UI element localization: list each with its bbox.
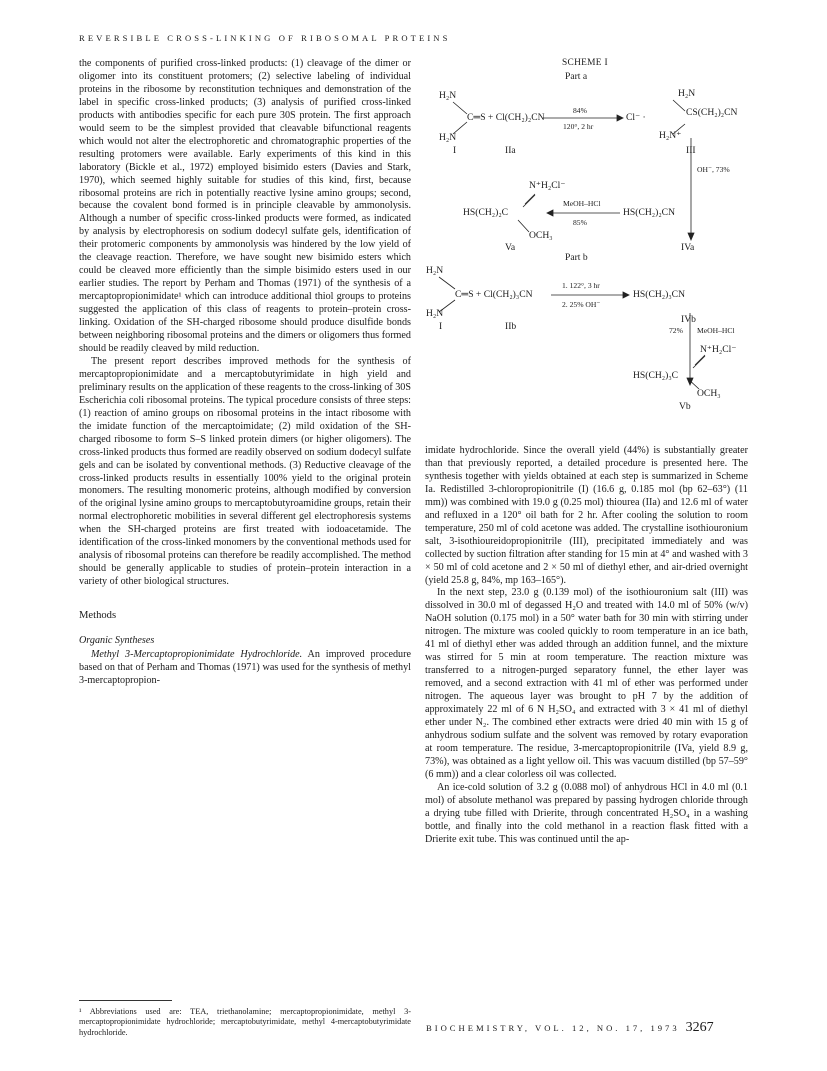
product-va-methoxy: OCH₃ xyxy=(529,230,553,241)
reaction-b-condition-1: 1. 122°, 3 hr xyxy=(562,281,600,290)
scheme-part-a: Part a xyxy=(565,71,588,82)
label-i-b: I xyxy=(439,321,443,332)
organic-syntheses-heading: Organic Syntheses xyxy=(79,635,155,647)
left-paragraph-3-body: An improved procedure based on that of Perham and Thomas (1971) was used for the synthesis of methyl 3-mercaptopropion- xyxy=(79,648,411,686)
methods-heading: Methods xyxy=(79,610,117,622)
product-vb-top: N⁺H₂Cl⁻ xyxy=(700,344,737,355)
product-iii-top: H₂N xyxy=(678,88,696,99)
chloride-counterion: Cl⁻ · xyxy=(626,112,646,123)
right-column xyxy=(425,445,748,847)
reaction-a-conditions: 120°, 2 hr xyxy=(563,122,594,131)
product-iii-chain: CS(CH₂)₂CN xyxy=(686,107,738,118)
left-paragraph-2: The present report describes improved methods for the synthesis of mercaptopropionimidate and a mercaptobutyrimidate in high yield and preliminary results on the application of these reagents to the cross-linking of 30S Escherichia coli ribosomal proteins. The typical procedure consists of three steps: (1) reaction of amino groups on ribosomal proteins in the intact ribosome with the imidate function of the mercaptoimidate; (2) mild oxidation of the SH-charged ribosome to form S–S linked protein dimers (or higher oligomers). The cross-linked products thus formed are readily observed on sodium dodecyl sulfate gels and can be isolated by conventional methods. (3) Reductive cleavage of the cross-linked products results in essentially 100% yield to the original protein monomers. The resulting monomeric proteins, although modified by conversion of the original lysine amino groups to mercaptobutyroamidine groups, retain their normal electrophoretic mobilities in several different gel electrophoresis systems when the SH-charged proteins are first treated with iodoacetamide. The identification of the cross-linked monomers by the conventional methods used for analysis of ribosomal proteins can therefore be readily accomplished. The method should be generally applicable to studies of protein–protein interaction in a variety of other biological structures. xyxy=(79,355,411,588)
journal-citation: BIOCHEMISTRY, VOL. 12, NO. 17, 1973 xyxy=(426,1023,680,1033)
scheme-title: SCHEME I xyxy=(562,58,608,68)
reaction-b-methanolysis: MeOH–HCl xyxy=(697,326,735,335)
label-iia: IIa xyxy=(505,145,516,156)
right-paragraph-2: In the next step, 23.0 g (0.139 mol) of the isothiouronium salt (III) was dissolved in 30.0 ml of degassed H₂O and treated with 14.0 ml of 50% (w/v) NaOH solution (0.175 mol) in a 50° water bath for 30 min with stirring under nitrogen. The mixture was cooled quickly to room temperature in an ice bath, 41 ml of diethyl ether was added through an addition funnel, and the mixture was stirred for 5 min at room temperature. The reaction mixture was transferred to a nitrogen-purged separatory funnel, the ether layer was removed, and a second extraction with 41 ml of ether was performed under nitrogen. The aqueous layer was brought to pH 7 by the addition of approximately 22 ml of 6 N H₂SO₄ and extracted with 3 × 41 ml of diethyl ether under N₂. The combined ether extracts were dried 40 min with 15 g of anhydrous sodium sulfate and the solvent was removed by rotary evaporation at room temperature. The residue, 3-mercaptopropionitrile (IVa, yield 8.9 g, 73%), was obtained as a light yellow oil. This was vacuum distilled (bp 57–59° (6 mm)) and a clear colorless oil was collected. xyxy=(425,587,748,780)
reaction-b-reactants: C═S + Cl(CH₂)₃CN xyxy=(455,289,533,300)
methanolysis-reagent: MeOH–HCl xyxy=(563,199,601,208)
label-vb: Vb xyxy=(679,401,691,412)
reaction-b-condition-2: 2. 25% OH⁻ xyxy=(562,300,601,309)
product-ivb: HS(CH₂)₃CN xyxy=(633,289,685,300)
reactant-i-top: H₂N xyxy=(439,90,457,101)
reaction-a-reactants: C═S + Cl(CH₂)₂CN xyxy=(467,112,545,123)
running-head: REVERSIBLE CROSS-LINKING OF RIBOSOMAL PROTEINS xyxy=(79,33,451,43)
left-paragraph-3 xyxy=(79,649,411,688)
footnote: ¹ Abbreviations used are: TEA, triethanolamine; mercaptopropionimidate, methyl 3-mercaptopropionimidate hydrochloride; mercaptobutyrimidate, methyl 4-mercaptobutyrimidate hydrochloride. xyxy=(79,1007,411,1037)
reactant-i-bottom: H₂N xyxy=(439,132,457,143)
reaction-b-yield: 72% xyxy=(669,326,683,335)
label-iib: IIb xyxy=(505,321,517,332)
product-vb-methoxy: OCH₃ xyxy=(697,388,721,399)
reactant-b-top: H₂N xyxy=(426,265,444,276)
left-column xyxy=(79,58,411,688)
product-va-main: HS(CH₂)₂C xyxy=(463,207,509,218)
product-va-top: N⁺H₂Cl⁻ xyxy=(529,180,566,191)
label-iva: IVa xyxy=(681,242,695,253)
left-paragraph-1: the components of purified cross-linked products: (1) cleavage of the dimer or oligomer into its constituent protomers; (2) selective labeling of individual proteins in the ribosome by reconstitution techniques and demonstration of the label in specific cross-linked products; (3) analysis of purified cross-linked products with antibodies specific for each pure 30S protein. The first approach would seem to be the simplest provided that cleavable bifunctional reagents which would not alter the electrophoretic and chromatographic properties of the resulting protomers were available. Early experiments of this kind in this laboratory (Bickle et al., 1972) employed bisimido esters (Davies and Stark, 1970), which seemed highly suitable for studies of this kind, first, because ribosomal proteins are rich in potentially reactive lysine amino groups; second, because the covalent bond formed is in principle cleavable by ammonolysis. Although a number of specific cross-linked products were formed, as indicated by analysis by electrophoresis on sodium dodecyl sulfate gels, identification of their protomeric components by ammonolysis was hindered by the low yield of the cleavage reaction. Therefore, we have sought new bisimido esters which could be cleaved more efficiently than the simple bisimido esters used in our earlier studies. The report by Perham and Thomas (1971) of the synthesis of a mercaptopropionimidate¹ which can introduce additional thiol groups to proteins suggested the application of this class of reagents to protein–protein cross-linking. Oxidation of the SH-charged ribosome should produce disulfide bonds between neighboring ribosomal proteins and the dimers or oligomers thus formed should be readily cleaved by mild reduction. xyxy=(79,58,411,354)
reaction-scheme xyxy=(425,58,755,440)
right-paragraph-1: imidate hydrochloride. Since the overall yield (44%) is substantially greater than that previously reported, a detailed procedure is presented here. The synthesis together with yields obtained at each step is summarized in Scheme Ia. Redistilled 3-chloropropionitrile (I) (16.6 g, 0.185 mol (bp 62–63°) (11 mm)) was combined with 19.0 g (0.25 mol) thiourea (IIa) and 12.6 ml of water and refluxed in a 120° oil bath for 2 hr. After cooling the solution to room temperature, 250 ml of cold acetone was added. The crystalline isothiouronium salt, 3-isothioureidopropionitrile (III), precipitated immediately and was collected by suction filtration after standing for 15 min at 4° and washed with 3 × 50 ml of cold acetone and 2 × 50 ml of diethyl ether, and air-dried overnight (yield 25.8 g, 84%, mp 163–165°). xyxy=(425,445,748,586)
label-va: Va xyxy=(505,242,516,253)
label-iii: III xyxy=(686,145,696,156)
product-iva: HS(CH₂)₂CN xyxy=(623,207,675,218)
compound-title: Methyl 3-Mercaptopropionimidate Hydrochloride. xyxy=(91,648,303,660)
page-number: 3267 xyxy=(685,1020,714,1035)
product-iii-bottom: H₂N⁺ xyxy=(659,130,682,141)
right-paragraph-3: An ice-cold solution of 3.2 g (0.088 mol) of anhydrous HCl in 4.0 ml (0.1 mol) of absolute methanol was prepared by passing hydrogen chloride through a drying tube filled with Drierite, through concentrated H₂SO₄ in a washing bottle, and finally into the cold methanol in a reaction flask fitted with a Drierite exit tube. This was continued until the ap- xyxy=(425,781,748,845)
label-i: I xyxy=(453,145,457,156)
methanolysis-yield: 85% xyxy=(573,218,587,227)
page-footer xyxy=(426,1020,714,1036)
scheme-part-b: Part b xyxy=(565,252,588,263)
hydrolysis-conditions: OH⁻, 73% xyxy=(697,165,730,174)
product-vb-main: HS(CH₂)₃C xyxy=(633,370,679,381)
label-ivb: IVb xyxy=(681,314,696,325)
reaction-a-yield: 84% xyxy=(573,106,587,115)
footnote-rule xyxy=(79,1000,172,1001)
reactant-b-bottom: H₂N xyxy=(426,308,444,319)
